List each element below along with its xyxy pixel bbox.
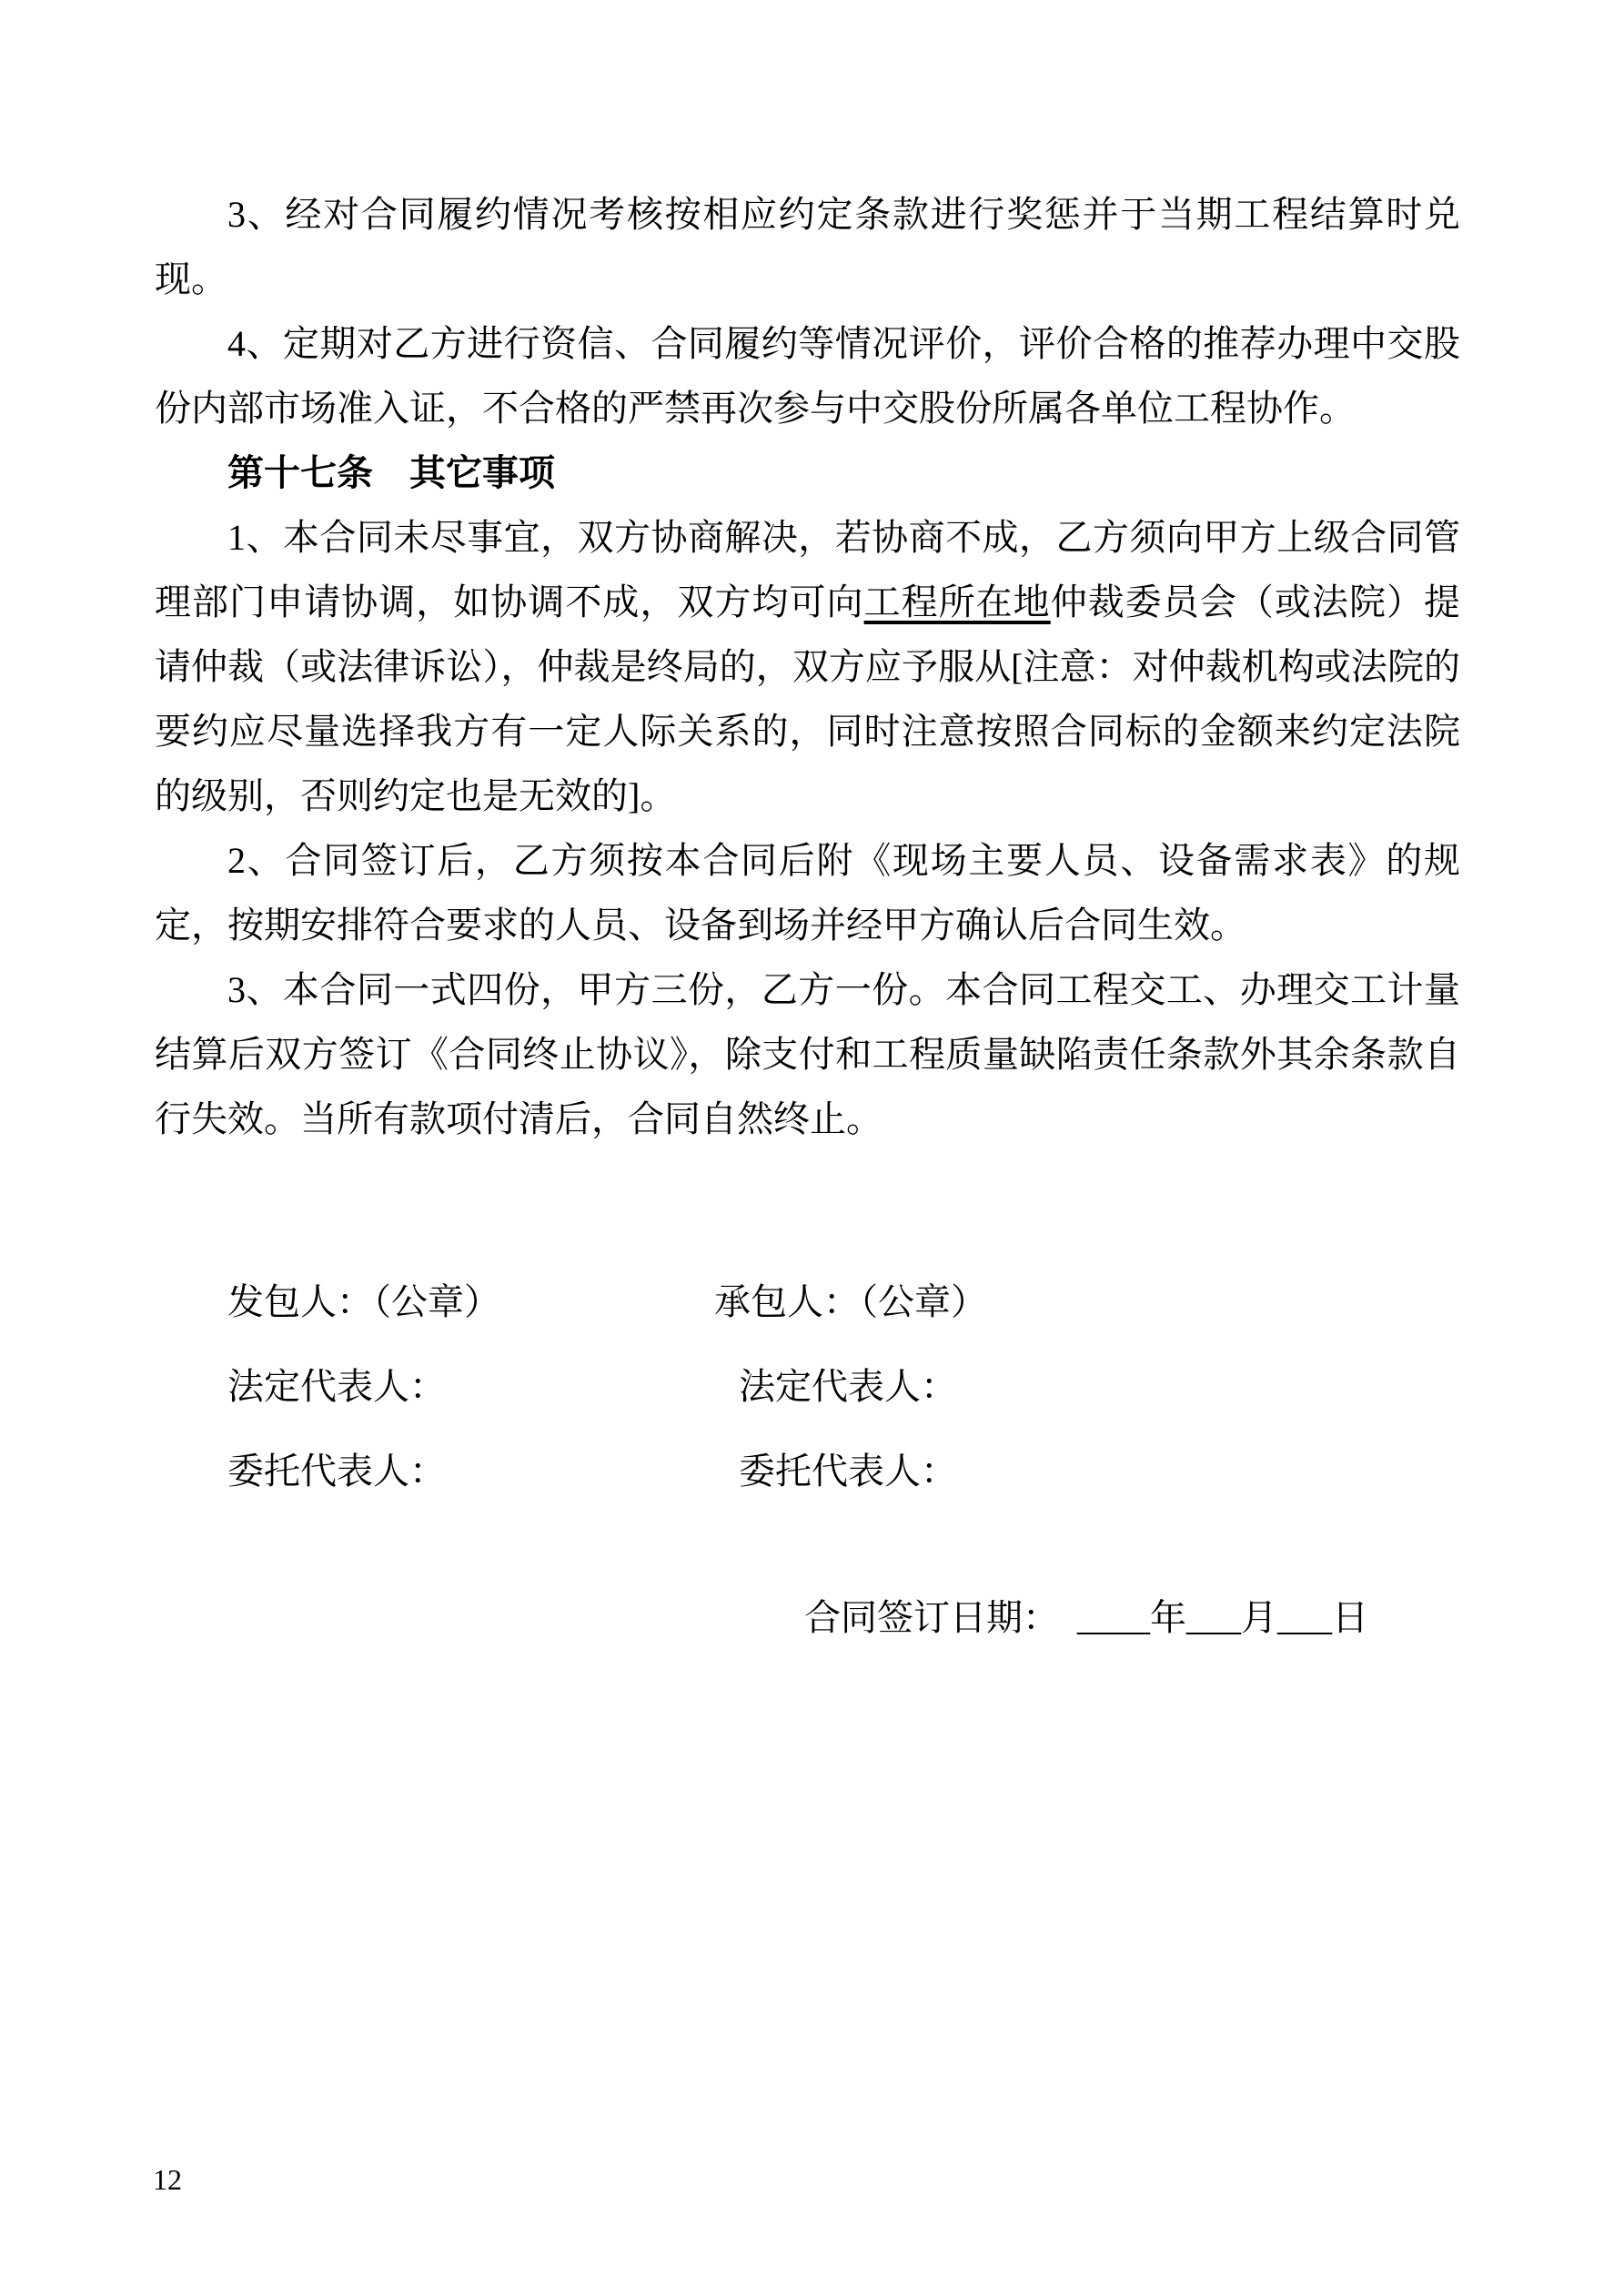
contractor-seal-label: 承包人：（公章） [714,1281,987,1322]
signing-date-line: 合同签订日期： ____年___月___日 [804,1597,1368,1638]
employer-seal-label: 发包人：（公章） [227,1281,500,1322]
article-17-item-3-paragraph: 3、本合同一式四份，甲方三份，乙方一份。本合同工程交工、办理交工计量结算后双方签订《合同终止协议》，除支付和工程质量缺陷责任条款外其余条款自行失效。当所有款项付清后，合同自然终止。 [155,969,1460,1139]
signature-block [155,1269,1460,1503]
article-17-item-1-paragraph [155,505,1460,828]
clause-4-evaluation-paragraph: 4、定期对乙方进行资信、合同履约等情况评价，评价合格的推荐办理中交股份内部市场准入证，不合格的严禁再次参与中交股份所属各单位工程协作。 [155,323,1460,429]
article-17-heading: 第十七条 其它事项 [227,452,555,493]
contract-body [155,182,1460,1650]
item-1-text-after-underline: 仲裁委员会（或法院）提请仲裁（或法律诉讼），仲裁是终局的，双方应予服从[注意：对仲裁机构或法院的要约应尽量选择我方有一定人际关系的，同时注意按照合同标的金额来约定法院的级别，否则约定也是无效的]。 [155,582,1461,816]
contractor-legal-representative-label: 法定代表人： [739,1366,957,1407]
contractor-authorized-representative-label: 委托代表人： [739,1451,957,1492]
authorized-representative-row [155,1439,1460,1503]
item-1-text-before-underline: 1、本合同未尽事宜，双方协商解决，若协商不成，乙方须向甲方上级合同管理部门申请协调，如协调不成，双方均可向 [155,517,1460,622]
clause-3-reward-paragraph: 3、经对合同履约情况考核按相应约定条款进行奖惩并于当期工程结算时兑现。 [155,194,1460,299]
employer-authorized-representative-label: 委托代表人： [227,1451,446,1492]
article-17-item-2-paragraph: 2、合同签订后，乙方须按本合同后附《现场主要人员、设备需求表》的规定，按期安排符合要求的人员、设备到场并经甲方确认后合同生效。 [155,840,1460,946]
underlined-project-location-text: 工程所在地 [863,582,1051,622]
seal-row [155,1269,1460,1334]
legal-representative-row [155,1354,1460,1419]
employer-legal-representative-label: 法定代表人： [227,1366,446,1407]
page-number: 12 [153,2163,182,2196]
